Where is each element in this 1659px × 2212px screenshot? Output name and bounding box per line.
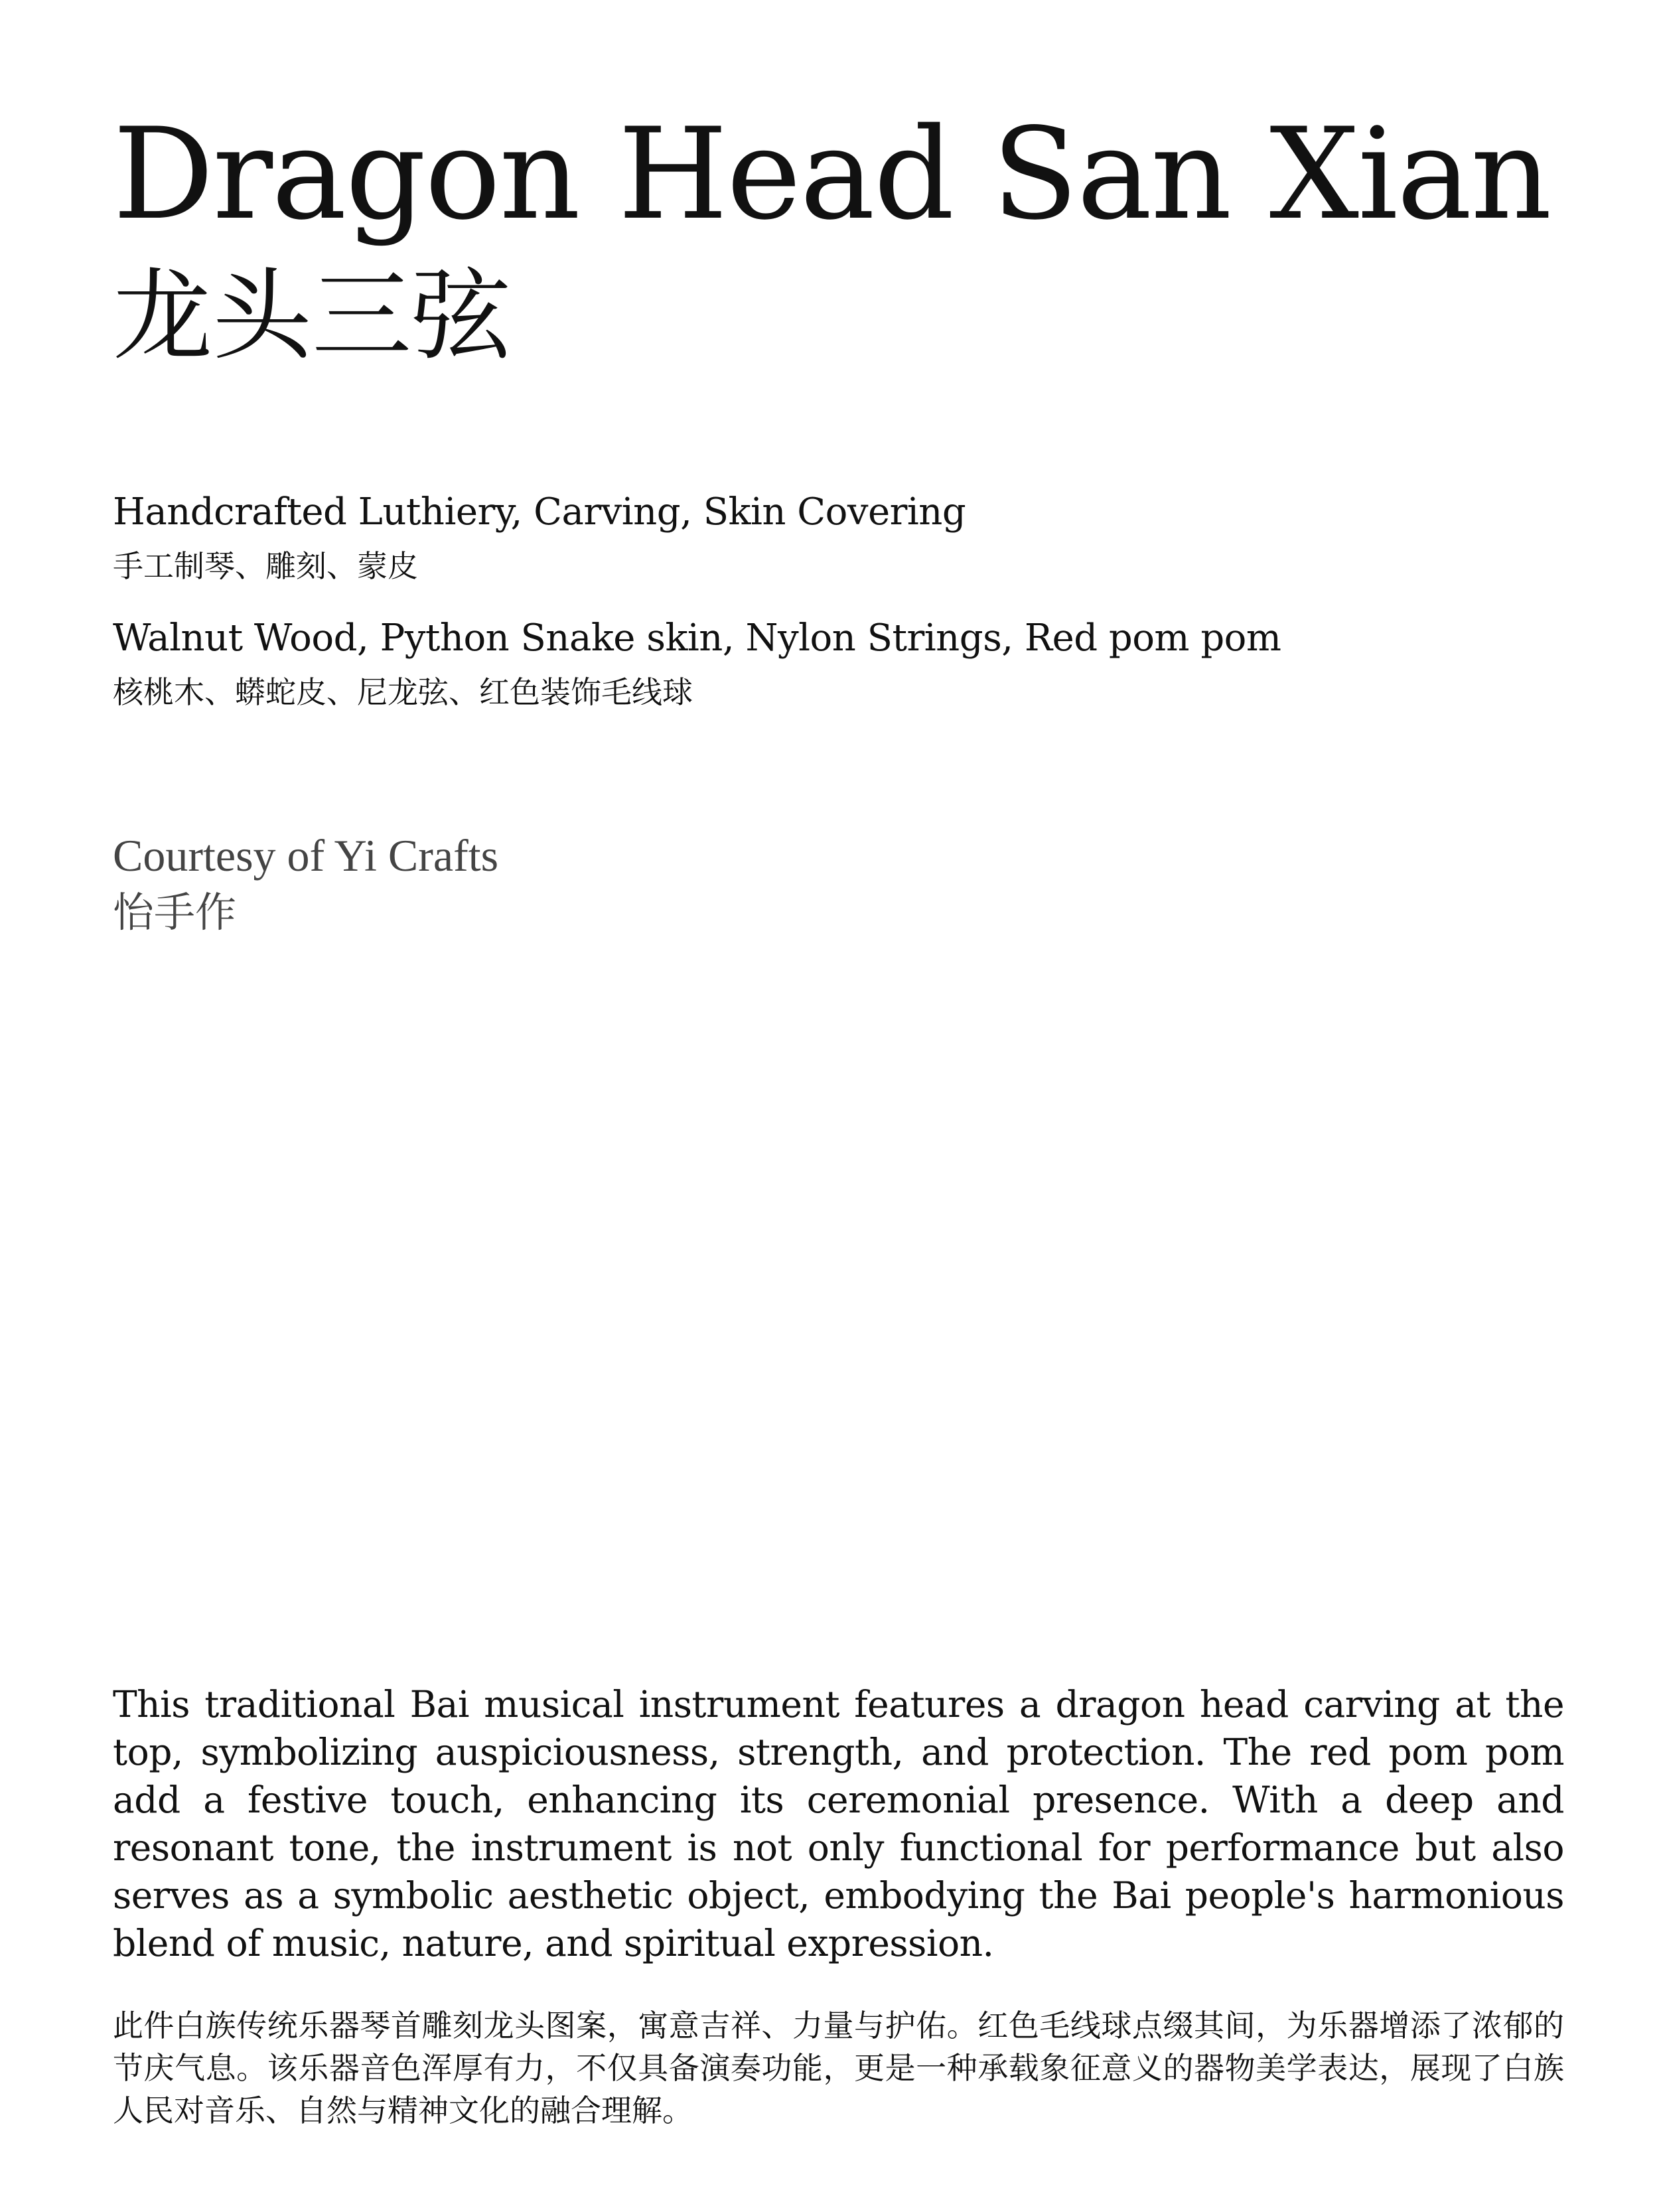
description-english: This traditional Bai musical instrument features a dragon head carving at the top, symbolizing auspiciousness, strength, and protection. The red pom pom add a festive touch, enhancing its ceremonial presence. With a deep and resonant tone, the instrument is not only functional for performance but also serves as a symbolic aesthetic object, embodying the Bai people's harmonious blend of music, nature, and spiritual expression. (113, 1683, 1564, 1964)
page-title-chinese: 龙头三弦 (113, 259, 512, 374)
courtesy-chinese: 怡手作 (113, 888, 237, 936)
materials-chinese: 核桃木、蟒蛇皮、尼龙弦、红色装饰毛线球 (113, 674, 693, 710)
description-chinese: 此件白族传统乐器琴首雕刻龙头图案，寓意吉祥、力量与护佑。红色毛线球点缀其间，为乐器增添了浓郁的节庆气息。该乐器音色浑厚有力，不仅具备演奏功能，更是一种承载象征意义的器物美学表达，展现了白族人民对音乐、自然与精神文化的融合理解。 (113, 2008, 1564, 2128)
technique-english: Handcrafted Luthiery, Carving, Skin Covering (113, 490, 966, 534)
page-title-english: Dragon Head San Xian (113, 101, 1551, 248)
courtesy-english: Courtesy of Yi Crafts (113, 830, 499, 881)
technique-chinese: 手工制琴、雕刻、蒙皮 (113, 548, 418, 584)
materials-english: Walnut Wood, Python Snake skin, Nylon Strings, Red pom pom (113, 617, 1281, 660)
